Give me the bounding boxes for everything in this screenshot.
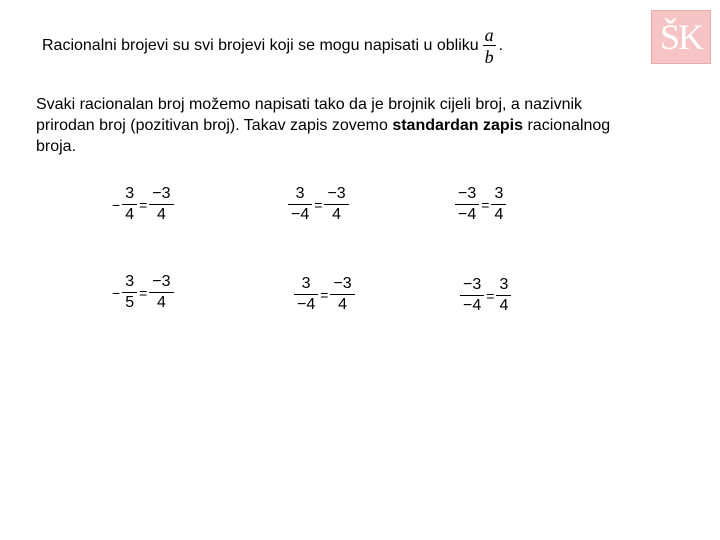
fraction-left xyxy=(455,186,479,223)
fraction-denominator: b xyxy=(484,47,494,67)
fraction-denominator: 4 xyxy=(338,296,348,313)
equation-5 xyxy=(294,276,355,313)
fraction-right xyxy=(496,277,511,314)
fraction-denominator: 4 xyxy=(332,206,342,223)
intro-text: Racionalni brojevi su svi brojevi koji se mogu napisati u obliku xyxy=(42,37,479,54)
fraction-right xyxy=(149,186,173,223)
fraction-right xyxy=(324,186,348,223)
definition-paragraph xyxy=(36,94,626,157)
paragraph-text-1: Svaki racionalan broj možemo napisati tako da je brojnik cijeli broj, a nazivnik prirodan broj (pozitivan broj). Takav zapis zovemo xyxy=(36,96,583,134)
intro-period: . xyxy=(498,37,504,54)
fraction-bar xyxy=(491,204,506,205)
logo-text: ŠK xyxy=(659,17,703,57)
fraction-numerator: 3 xyxy=(301,275,311,292)
equation-6 xyxy=(460,277,511,314)
equation-2 xyxy=(288,186,349,223)
logo xyxy=(651,10,711,64)
fraction-bar xyxy=(122,292,137,293)
fraction-denominator: −4 xyxy=(291,206,310,223)
fraction-bar xyxy=(294,294,318,295)
fraction-denominator: −4 xyxy=(458,206,477,223)
fraction-bar xyxy=(330,294,354,295)
equals-sign: = xyxy=(486,287,495,304)
fraction-denominator: −4 xyxy=(463,297,482,314)
fraction-bar xyxy=(149,292,173,293)
fraction-numerator: −3 xyxy=(327,185,346,202)
equation-4 xyxy=(112,274,174,311)
fraction-numerator: 3 xyxy=(125,185,135,202)
fraction-a-over-b xyxy=(483,26,496,66)
fraction-right xyxy=(330,276,354,313)
fraction-numerator: 3 xyxy=(295,185,305,202)
equation-prefix: − xyxy=(112,284,121,301)
fraction-left xyxy=(122,186,137,223)
equation-1 xyxy=(112,186,174,223)
paragraph-text-2: racionalnog broja. xyxy=(36,117,611,155)
fraction-numerator: a xyxy=(484,25,494,45)
fraction-bar xyxy=(460,295,484,296)
fraction-right xyxy=(149,274,173,311)
equation-3 xyxy=(455,186,506,223)
fraction-denominator: −4 xyxy=(297,296,316,313)
fraction-bar xyxy=(149,204,173,205)
fraction-bar xyxy=(455,204,479,205)
equals-sign: = xyxy=(139,196,148,213)
fraction-numerator: −3 xyxy=(458,185,477,202)
fraction-numerator: −3 xyxy=(463,276,482,293)
equals-sign: = xyxy=(314,196,323,213)
equals-sign: = xyxy=(139,284,148,301)
equation-prefix: − xyxy=(112,196,121,213)
fraction-left xyxy=(294,276,318,313)
equals-sign: = xyxy=(320,286,329,303)
paragraph-bold-term: standardan zapis xyxy=(392,117,524,134)
fraction-denominator: 4 xyxy=(499,297,509,314)
fraction-left xyxy=(460,277,484,314)
fraction-bar xyxy=(496,295,511,296)
fraction-bar xyxy=(483,45,496,46)
fraction-left xyxy=(122,274,137,311)
fraction-bar xyxy=(122,204,137,205)
fraction-numerator: −3 xyxy=(333,275,352,292)
fraction-numerator: 3 xyxy=(499,276,509,293)
fraction-denominator: 4 xyxy=(494,206,504,223)
fraction-right xyxy=(491,186,506,223)
intro-line xyxy=(42,26,503,66)
fraction-numerator: 3 xyxy=(125,273,135,290)
fraction-bar xyxy=(324,204,348,205)
fraction-denominator: 4 xyxy=(156,206,166,223)
fraction-numerator: −3 xyxy=(152,273,171,290)
fraction-numerator: 3 xyxy=(494,185,504,202)
fraction-bar xyxy=(288,204,312,205)
fraction-denominator: 4 xyxy=(125,206,135,223)
fraction-denominator: 4 xyxy=(156,294,166,311)
fraction-left xyxy=(288,186,312,223)
fraction-numerator: −3 xyxy=(152,185,171,202)
fraction-denominator: 5 xyxy=(125,294,135,311)
equals-sign: = xyxy=(481,196,490,213)
